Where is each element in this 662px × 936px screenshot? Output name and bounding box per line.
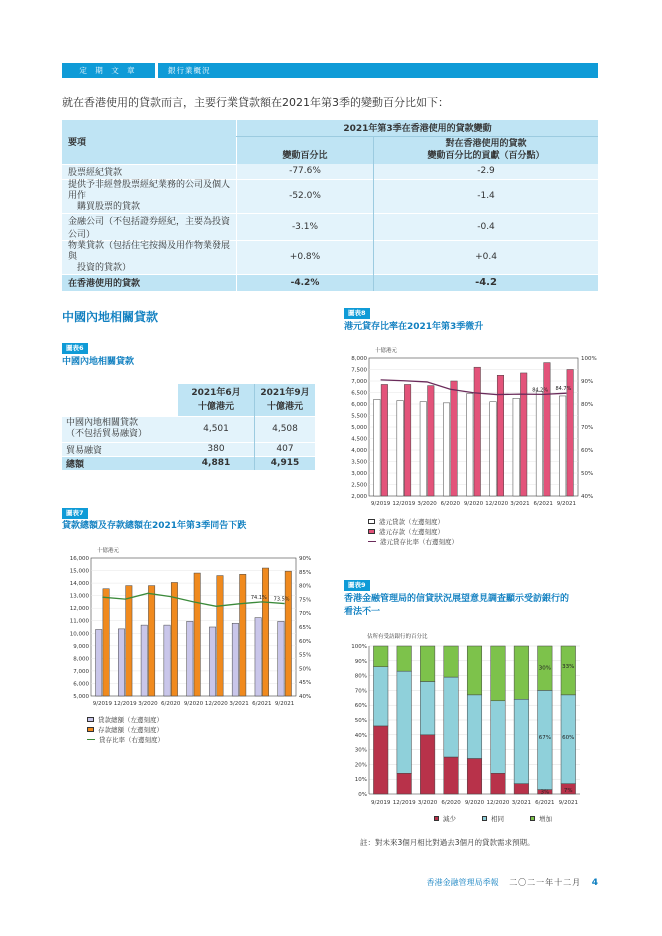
y2-tick-label: 50% <box>581 471 594 477</box>
bar-deposits <box>194 573 200 696</box>
y-tick-label: 7,000 <box>73 668 89 675</box>
footer-publication: 香港金融管理局季報 <box>426 878 499 887</box>
y-tick-label: 16,000 <box>69 556 89 562</box>
x-tick-label: 12/2020 <box>485 501 509 507</box>
topic-label: 銀行業概況 <box>158 63 598 78</box>
y2-tick-label: 50% <box>299 666 312 673</box>
x-tick-label: 9/2021 <box>556 501 577 507</box>
y-tick-label: 8,000 <box>73 656 89 663</box>
bar-deposits <box>404 384 411 496</box>
y-tick-label: 12,000 <box>69 606 89 613</box>
x-tick-label: 9/2020 <box>463 501 484 507</box>
y-tick-label: 30% <box>354 747 367 754</box>
intro-text: 就在香港使用的貸款而言，主要行業貸款額在2021年第3季的變動百分比如下： <box>62 96 449 109</box>
bar-increase <box>514 646 529 699</box>
x-tick-label: 3/2021 <box>510 501 530 507</box>
y-tick-label: 4,500 <box>351 436 367 443</box>
y-tick-label: 80% <box>354 673 367 680</box>
ratio-data-label: 73.5% <box>273 596 290 603</box>
y-tick-label: 5,000 <box>73 694 89 700</box>
y-tick-label: 15,000 <box>69 568 89 575</box>
bar-deposits <box>171 582 177 696</box>
y-tick-label: 8,000 <box>351 356 367 362</box>
x-tick-label: 6/2020 <box>441 800 461 806</box>
bar-deposits <box>520 373 527 496</box>
section-label: 定 期 文 章 <box>62 63 155 78</box>
loan-change-table <box>62 120 598 291</box>
bar-loans <box>443 403 450 496</box>
y-tick-label: 0% <box>358 792 367 798</box>
bar-loans <box>466 394 473 496</box>
chart-unit-label: 十億港元 <box>97 548 120 554</box>
chart9-plot <box>338 628 608 810</box>
y2-tick-label: 40% <box>299 694 312 700</box>
table-total-row: 在香港使用的貸款 -4.2% -4.2 <box>62 274 598 291</box>
bar-same <box>467 695 482 759</box>
y2-tick-label: 100% <box>581 356 597 362</box>
bar-data-label: 3% <box>540 789 550 796</box>
legend-swatch <box>87 717 94 722</box>
y-tick-label: 3,000 <box>351 471 367 477</box>
y-tick-label: 14,000 <box>69 581 89 588</box>
bar-deposits <box>381 384 388 496</box>
chart9-title: 香港金融管理局的信貸狀況展望意見調查顯示受訪銀行的 看法不一 <box>344 594 570 617</box>
y-tick-label: 5,000 <box>351 425 367 431</box>
legend-item: 貸存比率（右邊刻度） <box>87 734 164 744</box>
x-tick-label: 3/2020 <box>138 701 158 707</box>
y-tick-label: 70% <box>354 688 367 695</box>
y-tick-label: 10,000 <box>69 631 89 638</box>
y2-tick-label: 90% <box>581 379 594 385</box>
bar-increase <box>467 646 482 695</box>
y2-tick-label: 60% <box>299 638 312 645</box>
x-tick-label: 12/2019 <box>113 701 137 707</box>
legend-item: 港元貸存比率（右邊刻度） <box>368 536 458 546</box>
bar-increase <box>420 646 435 682</box>
bar-loans <box>164 625 170 696</box>
ratio-data-label: 74.1% <box>250 594 267 601</box>
chart7-badge: 圖表7 <box>62 508 88 519</box>
table-row: 股票經紀貸款 -77.6% -2.9 <box>62 164 598 179</box>
chart9-legend <box>434 814 552 823</box>
legend-swatch <box>87 727 94 732</box>
bar-deposits <box>474 367 481 496</box>
y-tick-label: 10% <box>354 777 367 784</box>
bar-loans <box>536 391 543 496</box>
bar-increase <box>373 646 388 667</box>
bar-increase <box>491 646 506 701</box>
y-tick-label: 20% <box>354 762 367 769</box>
y-tick-label: 4,000 <box>351 448 367 454</box>
x-tick-label: 12/2019 <box>392 501 416 507</box>
bar-data-label: 30% <box>538 665 551 672</box>
col-contrib-header: 對在香港使用的貸款 變動百分比的貢獻（百分點） <box>374 136 599 164</box>
mainland-loans-table <box>62 384 315 470</box>
bar-decrease <box>397 773 412 794</box>
chart7-plot <box>56 540 326 710</box>
table-row: 物業貸款（包括住宅按揭及用作物業發展與 投資的貸款） +0.8% +0.4 <box>62 240 598 274</box>
bar-deposits <box>497 375 504 496</box>
chart8-plot <box>338 340 608 512</box>
legend-swatch <box>368 529 375 534</box>
x-tick-label: 9/2020 <box>183 701 204 707</box>
legend-line <box>368 541 376 542</box>
x-tick-label: 3/2021 <box>511 800 532 806</box>
bar-loans <box>278 621 284 696</box>
y2-tick-label: 40% <box>581 494 594 500</box>
x-tick-label: 12/2019 <box>392 800 416 806</box>
bar-deposits <box>451 381 458 496</box>
legend-item: 存款總額（左邊刻度） <box>87 724 164 734</box>
bar-data-label: 60% <box>562 735 575 742</box>
bar-loans <box>397 401 404 496</box>
x-tick-label: 6/2020 <box>161 701 181 707</box>
legend-item: 增加 <box>530 814 552 823</box>
table-row: 金融公司（不包括證券經紀，主要為投資公司） -3.1% -0.4 <box>62 213 598 240</box>
bar-loans <box>232 623 238 696</box>
bar-same <box>420 682 435 735</box>
legend-item: 相同 <box>482 814 504 823</box>
bar-loans <box>209 627 215 696</box>
legend-swatch <box>530 816 535 821</box>
y2-tick-label: 85% <box>299 569 312 576</box>
bar-deposits <box>148 586 154 696</box>
footer-date: 二〇二一年十二月 <box>509 878 582 887</box>
bar-increase <box>444 646 459 677</box>
chart-unit-label: 十億港元 <box>375 348 398 354</box>
bar-deposits <box>217 576 223 696</box>
bar-loans <box>420 402 427 496</box>
legend-item: 港元貸款（左邊刻度） <box>368 516 458 526</box>
y-tick-label: 6,500 <box>351 390 367 397</box>
x-tick-label: 9/2021 <box>558 800 578 806</box>
bar-same <box>373 667 388 726</box>
bar-same <box>491 701 506 774</box>
legend-item: 港元存款（左邊刻度） <box>368 526 458 536</box>
x-tick-label: 12/2020 <box>486 800 510 806</box>
ratio-data-label: 84.7% <box>555 386 572 393</box>
chart7-legend <box>87 714 164 744</box>
bar-increase <box>561 646 576 695</box>
page-number: 4 <box>591 878 598 888</box>
y-tick-label: 60% <box>354 703 367 710</box>
bar-decrease <box>514 784 529 794</box>
chart6-badge: 圖表6 <box>62 343 88 354</box>
bar-deposits <box>285 571 291 696</box>
chart-unit-label: 佔所有受訪銀行的百分比 <box>367 634 428 640</box>
x-tick-label: 3/2021 <box>229 701 249 707</box>
bar-deposits <box>103 589 109 696</box>
col-jun-header: 2021年6月 十億港元 <box>178 384 255 416</box>
chart9-badge: 圖表9 <box>344 580 370 591</box>
chart8-legend <box>368 516 458 546</box>
y-tick-label: 11,000 <box>69 618 89 625</box>
x-tick-label: 12/2020 <box>204 701 228 707</box>
bar-decrease <box>491 773 506 794</box>
bar-deposits <box>428 386 435 496</box>
y-tick-label: 100% <box>351 644 367 650</box>
section-title: 中國內地相關貸款 <box>62 310 159 324</box>
legend-swatch <box>368 519 375 524</box>
legend-swatch <box>434 816 439 821</box>
x-tick-label: 6/2021 <box>535 800 555 806</box>
bar-same <box>444 677 459 757</box>
bar-loans <box>118 629 124 696</box>
legend-line <box>87 739 95 740</box>
chart7-title: 貸款總額及存款總額在2021年第3季同告下跌 <box>62 521 247 531</box>
x-tick-label: 3/2020 <box>417 800 438 806</box>
bar-decrease <box>373 726 388 794</box>
x-tick-label: 9/2021 <box>274 701 295 707</box>
y-tick-label: 7,500 <box>351 367 367 374</box>
bar-same <box>514 699 529 783</box>
bar-deposits <box>262 568 268 696</box>
legend-swatch <box>482 816 487 821</box>
x-tick-label: 6/2021 <box>252 701 272 707</box>
y-tick-label: 2,500 <box>351 482 367 489</box>
bar-data-label: 33% <box>562 664 575 671</box>
y2-tick-label: 70% <box>581 425 594 431</box>
legend-item: 貸款總額（左邊刻度） <box>87 714 164 724</box>
chart6-title: 中國內地相關貸款 <box>62 357 135 367</box>
col-sep-header: 2021年9月 十億港元 <box>255 384 316 416</box>
bar-deposits <box>126 586 132 696</box>
y-tick-label: 13,000 <box>69 593 89 600</box>
bar-deposits <box>544 363 551 496</box>
legend-item: 減少 <box>434 814 456 823</box>
group-header: 2021年第3季在香港使用的貸款變動 <box>237 120 599 136</box>
y-tick-label: 90% <box>354 658 367 665</box>
bar-decrease <box>444 757 459 794</box>
bar-decrease <box>467 758 482 794</box>
col-change-header: 變動百分比 <box>237 136 374 164</box>
y2-tick-label: 90% <box>299 556 312 562</box>
y-tick-label: 7,000 <box>351 379 367 385</box>
bar-decrease <box>420 735 435 794</box>
bar-loans <box>559 396 566 496</box>
y-tick-label: 3,500 <box>351 459 367 466</box>
y2-tick-label: 55% <box>299 652 312 659</box>
chart8-title: 港元貸存比率在2021年第3季微升 <box>344 322 484 332</box>
y-tick-label: 2,000 <box>351 494 367 500</box>
bar-data-label: 67% <box>538 735 551 742</box>
y2-tick-label: 80% <box>299 583 312 590</box>
y2-tick-label: 80% <box>581 402 594 408</box>
table-total-row: 總額 4,881 4,915 <box>62 456 315 470</box>
y2-tick-label: 75% <box>299 597 312 604</box>
bar-loans <box>513 398 520 496</box>
x-tick-label: 9/2019 <box>371 800 391 806</box>
chart8-badge: 圖表8 <box>344 308 370 319</box>
bar-loans <box>187 621 193 696</box>
table-row: 提供予非經營股票經紀業務的公司及個人用作 購買股票的貸款 -52.0% -1.4 <box>62 179 598 213</box>
y2-tick-label: 65% <box>299 625 312 631</box>
y2-tick-label: 60% <box>581 448 594 454</box>
y-tick-label: 40% <box>354 732 367 739</box>
bar-data-label: 7% <box>563 787 573 794</box>
y2-tick-label: 70% <box>299 611 312 618</box>
x-tick-label: 6/2020 <box>440 501 460 507</box>
x-tick-label: 9/2019 <box>370 501 391 507</box>
bar-deposits <box>240 574 246 696</box>
y-tick-label: 6,000 <box>73 681 89 688</box>
bar-loans <box>141 625 147 696</box>
bar-loans <box>255 618 261 696</box>
x-tick-label: 9/2019 <box>92 701 113 707</box>
bar-loans <box>96 630 102 696</box>
x-tick-label: 3/2020 <box>417 501 437 507</box>
y-tick-label: 6,000 <box>351 402 367 408</box>
ratio-data-label: 84.2% <box>532 387 549 394</box>
x-tick-label: 9/2020 <box>464 800 485 806</box>
x-tick-label: 6/2021 <box>533 501 553 507</box>
bar-loans <box>490 402 497 496</box>
y-tick-label: 9,000 <box>73 643 89 650</box>
footer <box>427 877 598 888</box>
table-row: 中國內地相關貸款 （不包括貿易融資） 4,501 4,508 <box>62 416 315 442</box>
y2-tick-label: 45% <box>299 680 312 687</box>
bar-same <box>397 671 412 773</box>
bar-loans <box>374 399 381 496</box>
col-item-header: 要項 <box>62 120 237 164</box>
y-tick-label: 50% <box>354 718 367 724</box>
table-row: 貿易融資 380 407 <box>62 442 315 456</box>
bar-increase <box>397 646 412 671</box>
chart9-note: 註：對未來3個月相比對過去3個月的貸款需求預期。 <box>360 838 535 847</box>
y-tick-label: 5,500 <box>351 413 367 420</box>
